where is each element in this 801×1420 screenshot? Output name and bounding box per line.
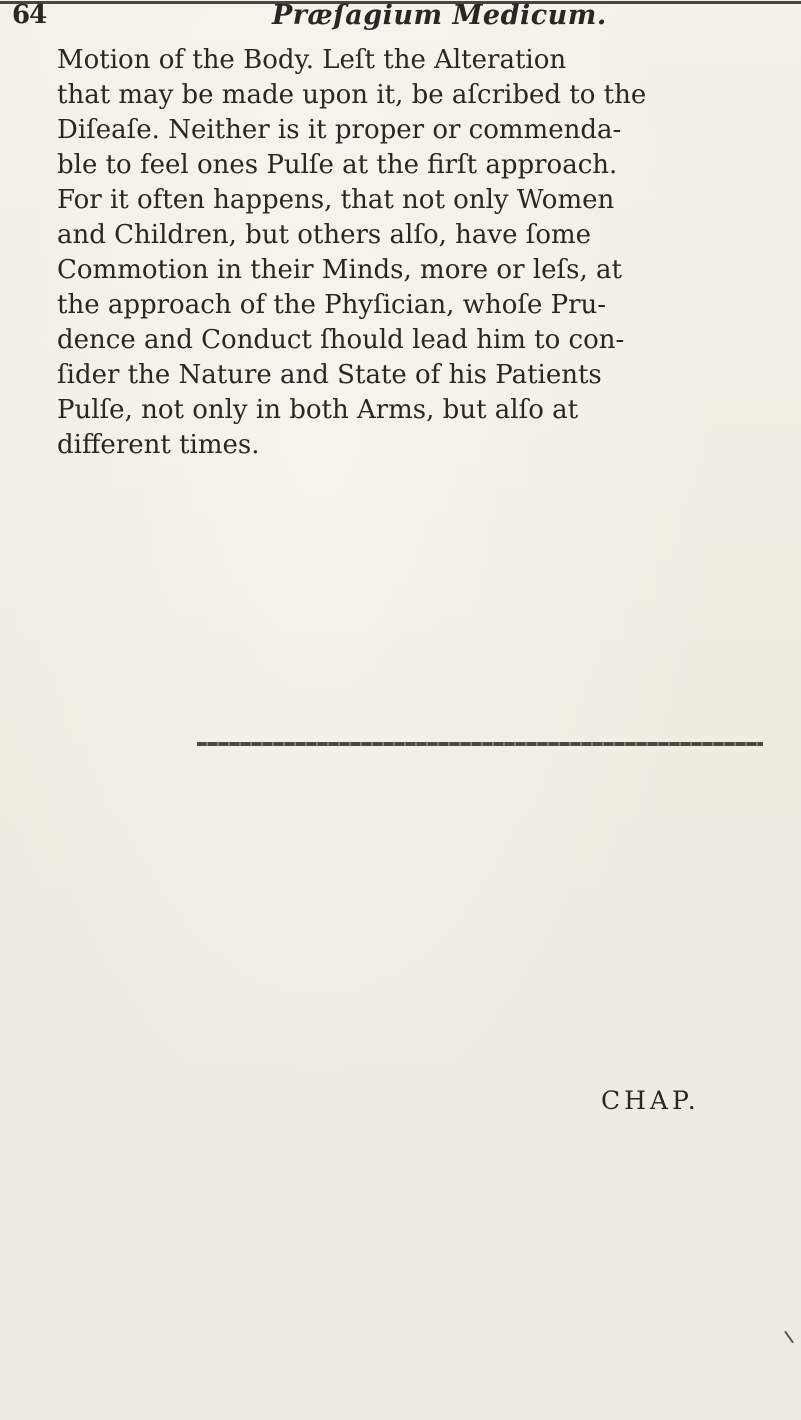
text-line: different times. bbox=[57, 430, 260, 460]
running-title: Præſagium Medicum. bbox=[272, 0, 607, 31]
body-paragraph bbox=[57, 43, 777, 463]
text-line: Commotion in their Minds, more or leſs, at bbox=[57, 255, 622, 285]
text-line: Diſeaſe. Neither is it proper or commenda- bbox=[57, 115, 622, 145]
text-line: and Children, but others alſo, have ſome bbox=[57, 220, 592, 250]
text-line: that may be made upon it, be aſcribed to the bbox=[57, 80, 647, 110]
text-line: For it often happens, that not only Women bbox=[57, 185, 615, 215]
section-divider-rule bbox=[197, 742, 763, 746]
catchword: CHAP. bbox=[601, 1086, 700, 1115]
text-line: the approach of the Phyſician, whoſe Pru- bbox=[57, 290, 607, 320]
text-line: dence and Conduct ſhould lead him to con- bbox=[57, 325, 625, 355]
page-number: 64 bbox=[12, 0, 47, 30]
text-line: Pulſe, not only in both Arms, but alſo at bbox=[57, 395, 579, 425]
text-line: ſider the Nature and State of his Patients bbox=[57, 360, 602, 390]
paper-blemish bbox=[784, 1331, 794, 1344]
text-line: ble to feel ones Pulſe at the firſt approach. bbox=[57, 150, 618, 180]
text-line: Motion of the Body. Leſt the Alteration bbox=[57, 45, 567, 75]
